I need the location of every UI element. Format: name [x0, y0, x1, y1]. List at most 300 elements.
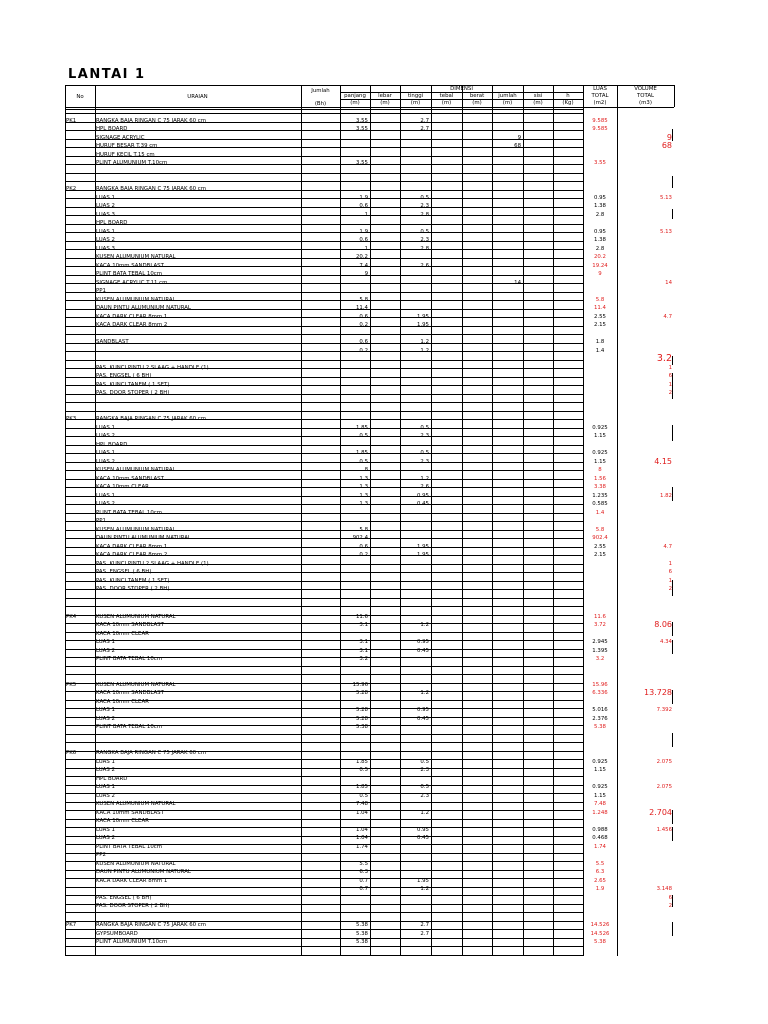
grid-row-line	[65, 109, 583, 110]
cell-uraian: KACA DARK CLEAR 8mm 2	[96, 322, 168, 328]
grid-row-line	[65, 734, 583, 735]
cell-tinggi: 2.7	[420, 118, 429, 124]
cell-uraian: LUAS 2	[96, 501, 115, 507]
cell-panjang: 0.6	[359, 314, 368, 320]
grid-row-line	[65, 445, 583, 446]
header-volume-total: TOTAL	[636, 93, 655, 99]
cell-uraian: LUAS 3	[96, 212, 115, 218]
cell-uraian: LUAS 1	[96, 827, 115, 833]
header-dim-unit: (m)	[502, 100, 513, 106]
cell-panjang: 5.8	[359, 527, 368, 533]
cell-panjang: 1.85	[355, 425, 368, 431]
cell-uraian: PLINT BATA TEBAL 10cm	[96, 510, 162, 516]
cell-luas-total: 2.15	[593, 552, 606, 558]
volume-marker	[672, 176, 673, 188]
cell-luas-total: 3.2	[595, 656, 605, 662]
cell-tinggi: 2.3	[420, 433, 429, 439]
grid-row-line	[65, 827, 583, 828]
grid-row-line	[65, 606, 583, 607]
cell-volume-total: 5.13	[659, 195, 672, 201]
cell-uraian: KACA 10mm SANDBLAST	[96, 263, 164, 269]
cell-luas-total: 3.72	[593, 622, 606, 628]
cell-uraian: PAS. DOOR STOPER ( 2 BH)	[96, 903, 170, 909]
cell-panjang: 1.85	[355, 759, 368, 765]
cell-uraian: LUAS 2	[96, 716, 115, 722]
volume-marker	[672, 373, 673, 399]
grid-row-line	[65, 232, 583, 233]
cell-luas-total: 1.235	[592, 493, 608, 499]
header-dim-berat: berat	[469, 93, 485, 99]
cell-tinggi: 2.3	[420, 459, 429, 465]
cell-luas-total: 2.55	[593, 544, 606, 550]
cell-panjang: 902.4	[352, 535, 368, 541]
cell-luas-total: 3.38	[593, 484, 606, 490]
cell-uraian: PAS. ENGSEL ( 6 BH)	[96, 569, 152, 575]
cell-no: PK6	[66, 750, 77, 756]
cell-panjang: 0.2	[359, 552, 368, 558]
cell-volume-total: 3.2	[656, 353, 672, 364]
cell-uraian: LUAS 2	[96, 203, 115, 209]
cell-volume-total: 2.704	[649, 808, 672, 817]
cell-luas-total: 0.95	[593, 195, 606, 201]
cell-luas-total: 1.8	[595, 339, 605, 345]
cell-panjang: 0.5	[359, 433, 368, 439]
header-luas-total: TOTAL	[591, 93, 609, 99]
cell-tinggi: 0.95	[416, 493, 429, 499]
cell-panjang: 0.6	[359, 339, 368, 345]
cell-uraian: PLINT BATA TEBAL 10cm	[96, 724, 162, 730]
grid-row-line	[65, 334, 583, 335]
cell-uraian: LUAS 2	[96, 459, 115, 465]
cell-volume-total: 7.392	[656, 707, 672, 713]
cell-panjang: 0.6	[359, 237, 368, 243]
cell-uraian: RANGKA BAJA RINGAN C 75 JARAK 60 cm	[96, 922, 207, 928]
grid-row-line	[65, 249, 583, 250]
cell-panjang: 5.28	[355, 716, 368, 722]
cell-uraian: KUSEN ALUMUNIUM NATURAL	[96, 297, 176, 303]
cell-panjang: 0.5	[359, 793, 368, 799]
cell-tinggi: 2.3	[420, 793, 429, 799]
cell-volume-total: 9	[666, 133, 672, 142]
cell-panjang: 5.38	[355, 724, 368, 730]
grid-row-line	[65, 351, 583, 352]
volume-marker	[672, 640, 673, 654]
cell-luas-total: 15.96	[592, 682, 608, 688]
cell-panjang: 5.28	[355, 707, 368, 713]
cell-tinggi: 1.95	[416, 552, 429, 558]
cell-panjang: 6.3	[359, 869, 368, 875]
volume-marker	[672, 622, 673, 636]
cell-panjang: 1.04	[355, 827, 368, 833]
cell-tinggi: 2.7	[420, 922, 429, 928]
cell-tinggi: 0.45	[416, 501, 429, 507]
grid-row-line	[65, 717, 583, 718]
header-dim-lebar: lebar	[378, 93, 392, 99]
cell-tinggi: 0.45	[416, 835, 429, 841]
cell-uraian: LUAS 3	[96, 246, 115, 252]
cell-tinggi: 1.2	[420, 348, 429, 354]
cell-uraian: LUAS 1	[96, 493, 115, 499]
cell-uraian: LUAS 1	[96, 425, 115, 431]
cell-luas-total: 1.15	[593, 459, 606, 465]
cell-uraian: GYPSUMBOARD	[96, 931, 138, 937]
cell-panjang: 1	[364, 212, 368, 218]
cell-volume-total: 4.34	[659, 639, 672, 645]
cell-uraian: HPL BOARD	[96, 442, 128, 448]
cell-uraian: KACA 10mm SANDBLAST	[96, 810, 164, 816]
grid-row-line	[65, 402, 583, 403]
cell-luas-total: 9.585	[592, 118, 608, 124]
cell-luas-total: 5.38	[593, 724, 606, 730]
cell-panjang: 1.3	[359, 476, 368, 482]
cell-tinggi: 0.45	[416, 648, 429, 654]
cell-uraian: KUSEN ALUMUNIUM NATURAL	[96, 467, 176, 473]
cell-panjang: 3.55	[355, 160, 368, 166]
cell-luas-total: 1.56	[593, 476, 606, 482]
cell-tinggi: 1.2	[420, 810, 429, 816]
cell-panjang: 5.38	[355, 939, 368, 945]
cell-tinggi: 0.5	[420, 450, 429, 456]
cell-luas-total: 0.468	[592, 835, 608, 841]
cell-no: PK2	[66, 186, 77, 192]
cell-uraian: KUSEN ALUMUNIUM NATURAL	[96, 861, 176, 867]
header-uraian: URAIAN	[187, 94, 208, 100]
cell-luas-total: 902.4	[592, 535, 608, 541]
cell-uraian: KACA DARK CLEAR 8mm 1	[96, 544, 168, 550]
cell-panjang: 3.1	[359, 648, 368, 654]
cell-no: PK3	[66, 416, 77, 422]
cell-luas-total: 0.585	[592, 501, 608, 507]
grid-row-line	[65, 598, 583, 599]
cell-panjang: 1.3	[359, 493, 368, 499]
cell-volume-total: 1	[668, 365, 672, 371]
header-dim-tebal: tebal	[439, 93, 454, 99]
cell-luas-total: 7.48	[593, 801, 606, 807]
cell-volume-total: 2	[668, 586, 672, 592]
cell-uraian: DAUN PINTU ALUMUNIUM NATURAL	[96, 305, 191, 311]
grid-row-line	[340, 99, 583, 100]
cell-uraian: PLINT BATA TEBAL 10cm	[96, 844, 162, 850]
cell-uraian: PAS. KUNCI TANEM ( 1 SET)	[96, 578, 170, 584]
cell-volume-total: 4.15	[654, 457, 672, 466]
cell-panjang: 11.6	[355, 614, 368, 620]
cell-tinggi: 2.8	[420, 246, 429, 252]
cell-uraian: LUAS 1	[96, 229, 115, 235]
cell-uraian: KACA 10mm SANDBLAST	[96, 622, 164, 628]
cell-uraian: SANDBLAST	[96, 339, 129, 345]
grid-row-line	[65, 496, 583, 497]
grid-row-line	[65, 207, 583, 208]
cell-tinggi: 1.2	[420, 476, 429, 482]
cell-volume-total: 1	[668, 382, 672, 388]
header-dim-tinggi: tinggi	[407, 93, 424, 99]
cell-volume-total: 1	[668, 578, 672, 584]
cell-tinggi: 0.5	[420, 784, 429, 790]
cell-panjang: 8	[364, 467, 368, 473]
cell-uraian: PAS. KUNCI PINTU 2 SLAAG + HANDLE (1)	[96, 561, 209, 567]
grid-row-line	[65, 453, 583, 454]
cell-luas-total: 5.8	[595, 527, 605, 533]
cell-uraian: LUAS 2	[96, 835, 115, 841]
cell-panjang: 1.85	[355, 450, 368, 456]
grid-row-line	[65, 929, 583, 930]
cell-volume-total: 2.075	[656, 759, 672, 765]
volume-marker	[672, 810, 673, 824]
header-volume: VOLUME	[634, 86, 657, 92]
cell-tinggi: 2.8	[420, 212, 429, 218]
volume-marker	[672, 129, 673, 141]
cell-tinggi: 2.6	[420, 263, 429, 269]
cell-luas-total: 5.5	[595, 861, 605, 867]
cell-uraian: LUAS 2	[96, 767, 115, 773]
cell-panjang: 0.5	[359, 767, 368, 773]
volume-marker	[672, 827, 673, 841]
cell-uraian: PLINT ALUMUNIUM T.10cm	[96, 939, 168, 945]
cell-volume-total: 13.728	[644, 688, 672, 697]
cell-uraian: PLINT BATA TEBAL 10cm	[96, 271, 162, 277]
cell-uraian: DAUN PINTU ALUMUNIUM NATURAL	[96, 535, 191, 541]
cell-tinggi: 1.95	[416, 314, 429, 320]
cell-no: PK1	[66, 118, 77, 124]
cell-panjang: 7.48	[355, 801, 368, 807]
grid-row-line	[65, 785, 583, 786]
cell-tinggi: 0.95	[416, 639, 429, 645]
cell-luas-total: 1.15	[593, 793, 606, 799]
header-volume-unit: (m3)	[639, 100, 652, 106]
grid-row-line	[65, 793, 583, 794]
header-no: No	[76, 94, 84, 100]
cell-uraian: PAS. DOOR STOPER ( 2 BH)	[96, 390, 170, 396]
cell-uraian: DAUN PINTU ALUMUNIUM NATURAL	[96, 869, 191, 875]
grid-row-line	[65, 436, 583, 437]
grid-row-line	[65, 107, 674, 108]
cell-tinggi: 0.45	[416, 716, 429, 722]
header-dim-unit: (Kg)	[562, 100, 574, 106]
header-luas-unit: (m2)	[593, 100, 607, 106]
cell-uraian: RANGKA BAJA RINGAN C 75 JARAK 60 cm	[96, 186, 207, 192]
cell-panjang: 3.55	[355, 118, 368, 124]
cell-uraian: LUAS 1	[96, 759, 115, 765]
cell-panjang: 5.28	[355, 690, 368, 696]
cell-tinggi: 0.5	[420, 195, 429, 201]
cell-uraian: KACA DARK CLEAR 8mm 1	[96, 878, 168, 884]
cell-panjang: 1.74	[355, 844, 368, 850]
cell-volume-total: 5.13	[659, 229, 672, 235]
grid-row-line	[65, 85, 674, 86]
cell-panjang: 0.2	[359, 348, 368, 354]
grid-row-line	[65, 292, 583, 293]
cell-uraian: SIGNAGE ACRYLIC T.11 cm	[96, 280, 168, 286]
cell-luas-total: 1.4	[595, 348, 605, 354]
cell-luas-total: 9	[598, 271, 602, 277]
cell-panjang: 5.8	[359, 297, 368, 303]
grid-row-line	[65, 360, 583, 361]
cell-uraian: LUAS 2	[96, 648, 115, 654]
cell-luas-total: 0.925	[592, 784, 608, 790]
cell-uraian: LUAS 1	[96, 639, 115, 645]
cell-luas-total: 1.395	[592, 648, 608, 654]
cell-no: PK4	[66, 614, 77, 620]
grid-column-line	[617, 85, 618, 956]
grid-row-line	[65, 521, 583, 522]
volume-marker	[672, 733, 673, 747]
cell-uraian: KACA 10mm SANDBLAST	[96, 476, 164, 482]
cell-uraian: PAS. KUNCI TANEM ( 1 SET)	[96, 382, 170, 388]
grid-row-line	[65, 181, 583, 182]
header-dim-unit: (m)	[380, 100, 390, 106]
header-dim-panjang: panjang	[344, 93, 366, 99]
header-dim-unit: (m)	[533, 100, 543, 106]
cell-volume-total: 3.148	[656, 886, 672, 892]
cell-uraian: RANGKA BAJA RINGAN C 75 JARAK 60 cm	[96, 118, 207, 124]
cell-luas-total: 6.3	[595, 869, 605, 875]
volume-marker	[672, 922, 673, 936]
header-dim-jumlah: jumlah	[498, 93, 517, 99]
cell-luas-total: 0.925	[592, 759, 608, 765]
volume-marker	[672, 356, 673, 365]
cell-tinggi: 2.7	[420, 931, 429, 937]
cell-tinggi: 0.95	[416, 827, 429, 833]
cell-uraian: LUAS 1	[96, 784, 115, 790]
cell-panjang: 3.55	[355, 126, 368, 132]
cell-volume-total: 4.7	[663, 314, 672, 320]
cell-tinggi: 0.5	[420, 759, 429, 765]
cell-panjang: 1.3	[359, 501, 368, 507]
grid-row-line	[65, 836, 583, 837]
header-dim-unit: (m)	[350, 100, 360, 106]
cell-luas-total: 20.2	[593, 254, 606, 260]
cell-panjang: 5.38	[355, 922, 368, 928]
cell-luas-total: 0.925	[592, 450, 608, 456]
grid-row-line	[65, 343, 583, 344]
volume-marker	[672, 895, 673, 907]
grid-row-line	[65, 742, 583, 743]
grid-row-line	[65, 946, 583, 947]
cell-uraian: PLINT BATA TEBAL 10cm	[96, 656, 162, 662]
cell-tinggi: 1.2	[420, 622, 429, 628]
cell-volume-total: 14	[665, 280, 672, 286]
cell-uraian: KACA DARK CLEAR 8mm 1	[96, 314, 168, 320]
cell-panjang: 1.85	[355, 784, 368, 790]
cell-panjang: 0.6	[359, 544, 368, 550]
cell-luas-total: 1.248	[592, 810, 608, 816]
cell-panjang: 0.5	[359, 459, 368, 465]
cell-luas-total: 5.38	[593, 939, 606, 945]
page-title: LANTAI 1	[68, 67, 146, 82]
volume-marker	[672, 690, 673, 704]
cell-luas-total: 2.8	[595, 246, 605, 252]
cell-luas-total: 11.6	[593, 614, 606, 620]
cell-tinggi: 1.2	[420, 886, 429, 892]
cell-luas-total: 5.8	[595, 297, 605, 303]
cell-tinggi: 2.3	[420, 203, 429, 209]
volume-marker	[672, 209, 673, 219]
cell-luas-total: 1.4	[595, 510, 605, 516]
cell-uraian: RANGKA BAJA RINGAN C 75 JARAK 60 cm	[96, 416, 207, 422]
volume-marker	[672, 580, 673, 596]
header-dim-h: h	[566, 93, 570, 99]
cell-uraian: KUSEN ALUMUNIUM NATURAL	[96, 682, 176, 688]
cell-uraian: LUAS 2	[96, 793, 115, 799]
cell-uraian: KACA DARK CLEAR 8mm 2	[96, 552, 168, 558]
cell-jumlah: 68	[514, 143, 521, 149]
cell-luas-total: 2.15	[593, 322, 606, 328]
cell-luas-total: 3.55	[593, 160, 606, 166]
grid-row-line	[65, 462, 583, 463]
grid-row-line	[65, 130, 583, 131]
cell-panjang: 3.1	[359, 639, 368, 645]
cell-luas-total: 14.526	[590, 931, 610, 937]
cell-tinggi: 2.6	[420, 484, 429, 490]
header-dim-sisi: sisi	[533, 93, 543, 99]
cell-uraian: LUAS 2	[96, 433, 115, 439]
cell-uraian: HPL BOARD	[96, 126, 128, 132]
cell-luas-total: 1.38	[593, 237, 606, 243]
grid-row-line	[65, 776, 583, 777]
cell-uraian: LUAS 2	[96, 237, 115, 243]
cell-luas-total: 1.74	[593, 844, 606, 850]
header-jumlah: Jumlah	[311, 88, 330, 94]
cell-volume-total: 68	[661, 141, 672, 150]
cell-panjang: 5.38	[355, 931, 368, 937]
cell-panjang: 1	[364, 246, 368, 252]
header-dim-unit: (m)	[441, 100, 452, 106]
cell-luas-total: 19.24	[592, 263, 608, 269]
cell-uraian: LUAS 1	[96, 450, 115, 456]
cell-uraian: RANGKA BAJA RINGAN C 75 JARAK 60 cm	[96, 750, 207, 756]
cell-volume-total: 2	[668, 390, 672, 396]
cell-uraian: PAS. KUNCI PINTU 2 SLAAG + HANDLE (1)	[96, 365, 209, 371]
volume-marker	[672, 487, 673, 501]
grid-row-line	[65, 428, 583, 429]
cell-tinggi: 1.95	[416, 878, 429, 884]
cell-panjang: 1.04	[355, 810, 368, 816]
grid-row-line	[340, 92, 583, 93]
cell-tinggi: 0.5	[420, 229, 429, 235]
cell-uraian: PAS. ENGSEL ( 6 BH)	[96, 895, 152, 901]
cell-tinggi: 0.5	[420, 425, 429, 431]
grid-row-line	[65, 912, 583, 913]
cell-uraian: PP2	[96, 852, 106, 858]
cell-tinggi: 2.7	[420, 126, 429, 132]
cell-volume-total: 4.7	[663, 544, 672, 550]
cell-panjang: 0.6	[359, 203, 368, 209]
cell-panjang: 20.2	[355, 254, 368, 260]
cell-luas-total: 2.55	[593, 314, 606, 320]
cell-luas-total: 2.376	[592, 716, 608, 722]
grid-row-line	[65, 224, 583, 225]
cell-uraian: LUAS 1	[96, 707, 115, 713]
cell-luas-total: 1.38	[593, 203, 606, 209]
cell-tinggi: 1.2	[420, 339, 429, 345]
cell-uraian: HURUF KECIL T.15 cm	[96, 152, 155, 158]
cell-uraian: KACA 10mm CLEAR	[96, 699, 149, 705]
grid-row-line	[65, 955, 583, 956]
cell-no: PK7	[66, 922, 77, 928]
cell-volume-total: 2.075	[656, 784, 672, 790]
cell-luas-total: 11.4	[593, 305, 606, 311]
cell-luas-total: 6.336	[592, 690, 608, 696]
grid-row-line	[65, 198, 583, 199]
header-bh: (Bh)	[314, 101, 327, 107]
cell-luas-total: 8	[598, 467, 602, 473]
cell-uraian: HPL BOARD	[96, 776, 128, 782]
grid-row-line	[65, 411, 583, 412]
cell-jumlah: 9	[517, 135, 521, 141]
cell-uraian: PAS. DOOR STOPER ( 2 BH)	[96, 586, 170, 592]
cell-volume-total: 1	[668, 561, 672, 567]
cell-luas-total: 14.526	[590, 922, 610, 928]
